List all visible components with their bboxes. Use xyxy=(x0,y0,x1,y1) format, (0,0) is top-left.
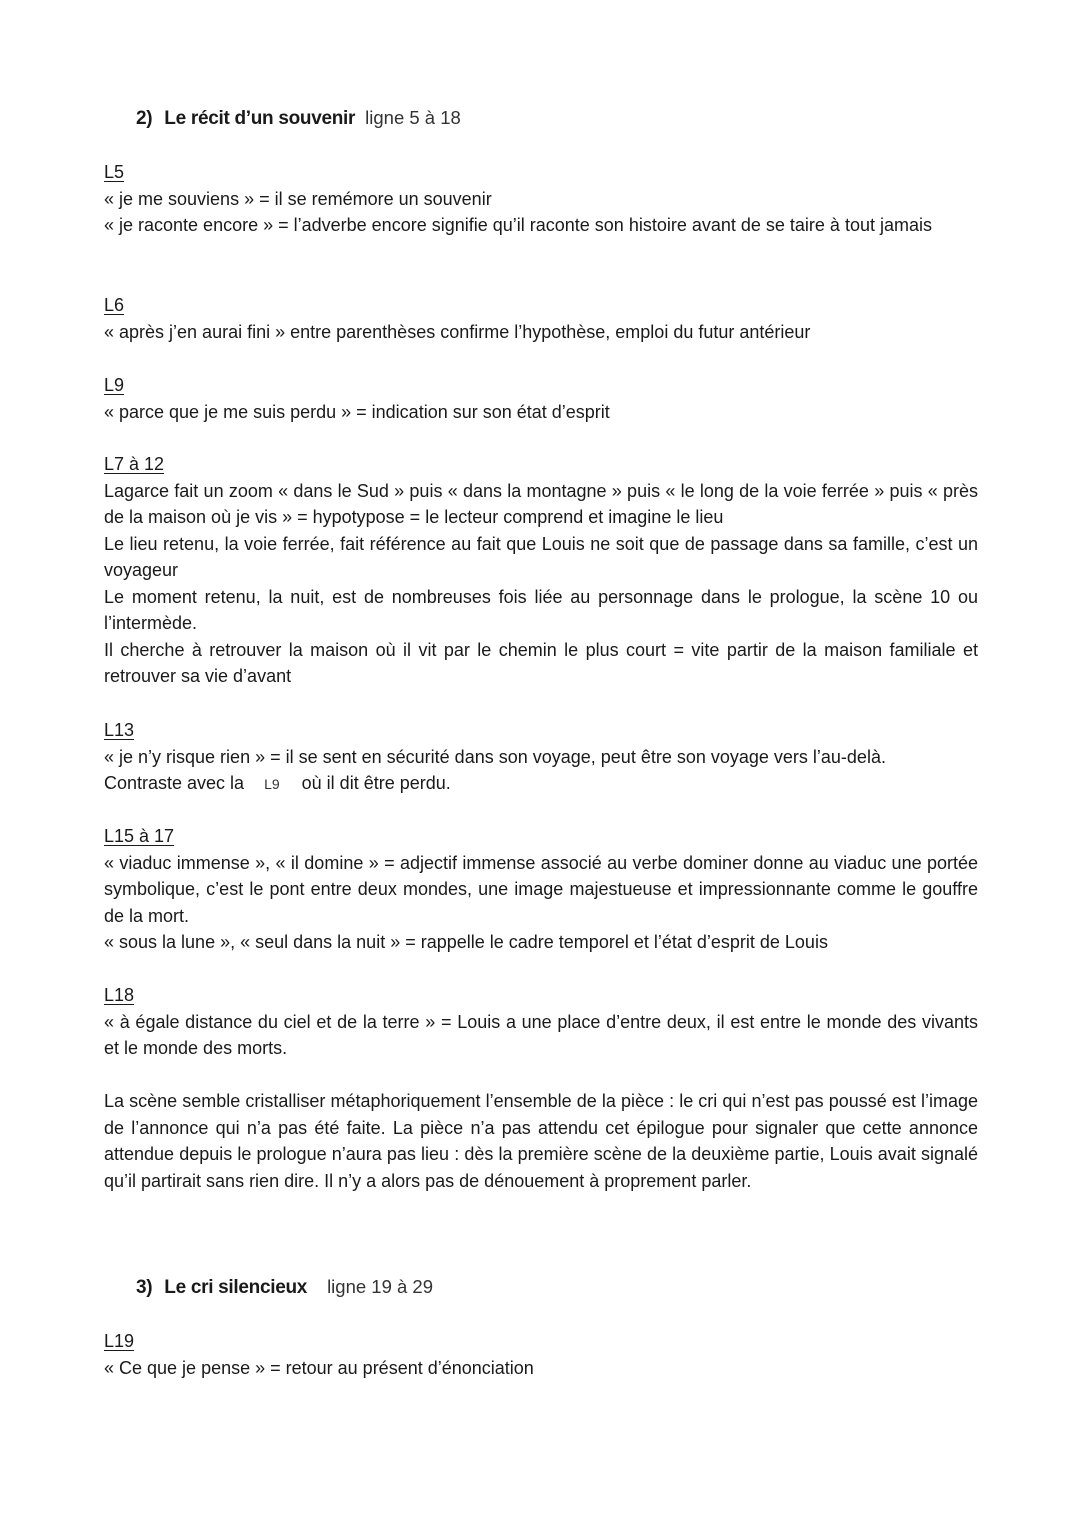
contrast-after: où il dit être perdu. xyxy=(301,773,451,793)
entry-l5 xyxy=(104,159,978,239)
entry-text: « je n’y risque rien » = il se sent en sécurité dans son voyage, peut être son voyage vers l’au-delà. xyxy=(104,746,886,767)
line-reference: L7 à 12 xyxy=(104,454,165,474)
line-reference: L19 xyxy=(104,1331,135,1351)
entry-l7-12 xyxy=(104,451,978,690)
entry-text: « parce que je me suis perdu » = indication sur son état d’esprit xyxy=(104,401,610,422)
entry-text: « je raconte encore » = l’adverbe encore signifie qu’il raconte son histoire avant de se taire à tout jamais xyxy=(104,215,932,235)
entry-text: « sous la lune », « seul dans la nuit » = rappelle le cadre temporel et l’état d’esprit de Louis xyxy=(104,932,828,952)
entry-l6 xyxy=(104,292,978,345)
section-2-conclusion xyxy=(104,1088,978,1194)
section-3-line-range: ligne 19 à 29 xyxy=(327,1276,434,1297)
entry-text: Le lieu retenu, la voie ferrée, fait référence au fait que Louis ne soit que de passage dans sa famille, c’est un voyageur xyxy=(104,533,978,580)
entry-l13 xyxy=(104,717,978,798)
entry-l18 xyxy=(104,982,978,1062)
line-reference: L6 xyxy=(104,295,125,315)
entry-l19 xyxy=(104,1328,978,1381)
line-reference: L13 xyxy=(104,720,135,740)
section-3-title: Le cri silencieux xyxy=(164,1277,308,1298)
entry-l15-17 xyxy=(104,823,978,956)
section-3-number: 3) xyxy=(136,1277,153,1298)
entry-text: Il cherche à retrouver la maison où il vit par le chemin le plus court = vite partir de la maison familiale et retrouver sa vie d’avant xyxy=(104,639,978,686)
line-reference: L15 à 17 xyxy=(104,826,175,846)
contrast-before: Contraste avec la xyxy=(104,773,245,793)
contrast-ref: L9 xyxy=(264,776,280,792)
entry-text: « après j’en aurai fini » entre parenthèses confirme l’hypothèse, emploi du futur antérieur xyxy=(104,321,811,342)
section-2-number: 2) xyxy=(136,108,153,129)
entry-text: Le moment retenu, la nuit, est de nombreuses fois liée au personnage dans le prologue, la scène 10 ou l’intermède. xyxy=(104,586,978,633)
entry-l9 xyxy=(104,372,978,425)
line-reference: L5 xyxy=(104,162,125,182)
section-2-title: Le récit d’un souvenir xyxy=(164,108,356,129)
section-2-line-range: ligne 5 à 18 xyxy=(365,107,461,128)
line-reference: L9 xyxy=(104,375,125,395)
contrast-line xyxy=(104,770,978,798)
line-reference: L18 xyxy=(104,985,135,1005)
entry-text: Lagarce fait un zoom « dans le Sud » puis « dans la montagne » puis « le long de la voie ferrée » puis « près de la maison où je vis » = hypotypose = le lecteur comprend et imagine le lieu xyxy=(104,480,978,527)
conclusion-text: La scène semble cristalliser métaphoriquement l’ensemble de la pièce : le cri qui n’est pas poussé est l’image de l’annonce qui n’a pas été faite. La pièce n’a pas attendu cet épilogue pour signaler que cette annonce attendue depuis le prologue n’aura pas lieu : dès la première scène de la deuxième partie, Louis avait signalé qu’il partirait sans rien dire. Il n’y a alors pas de dénouement à proprement parler. xyxy=(104,1091,978,1191)
entry-text: « Ce que je pense » = retour au présent d’énonciation xyxy=(104,1357,534,1378)
entry-text: « à égale distance du ciel et de la terre » = Louis a une place d’entre deux, il est entre le monde des vivants et le monde des morts. xyxy=(104,1011,978,1058)
section-2-heading xyxy=(136,107,461,130)
entry-text: « je me souviens » = il se remémore un souvenir xyxy=(104,188,492,209)
section-3-heading xyxy=(136,1276,433,1299)
entry-text: « viaduc immense », « il domine » = adjectif immense associé au verbe dominer donne au viaduc une portée symbolique, c’est le pont entre deux mondes, une image majestueuse et impressionnante comme le gouffre de la mort. xyxy=(104,852,978,926)
